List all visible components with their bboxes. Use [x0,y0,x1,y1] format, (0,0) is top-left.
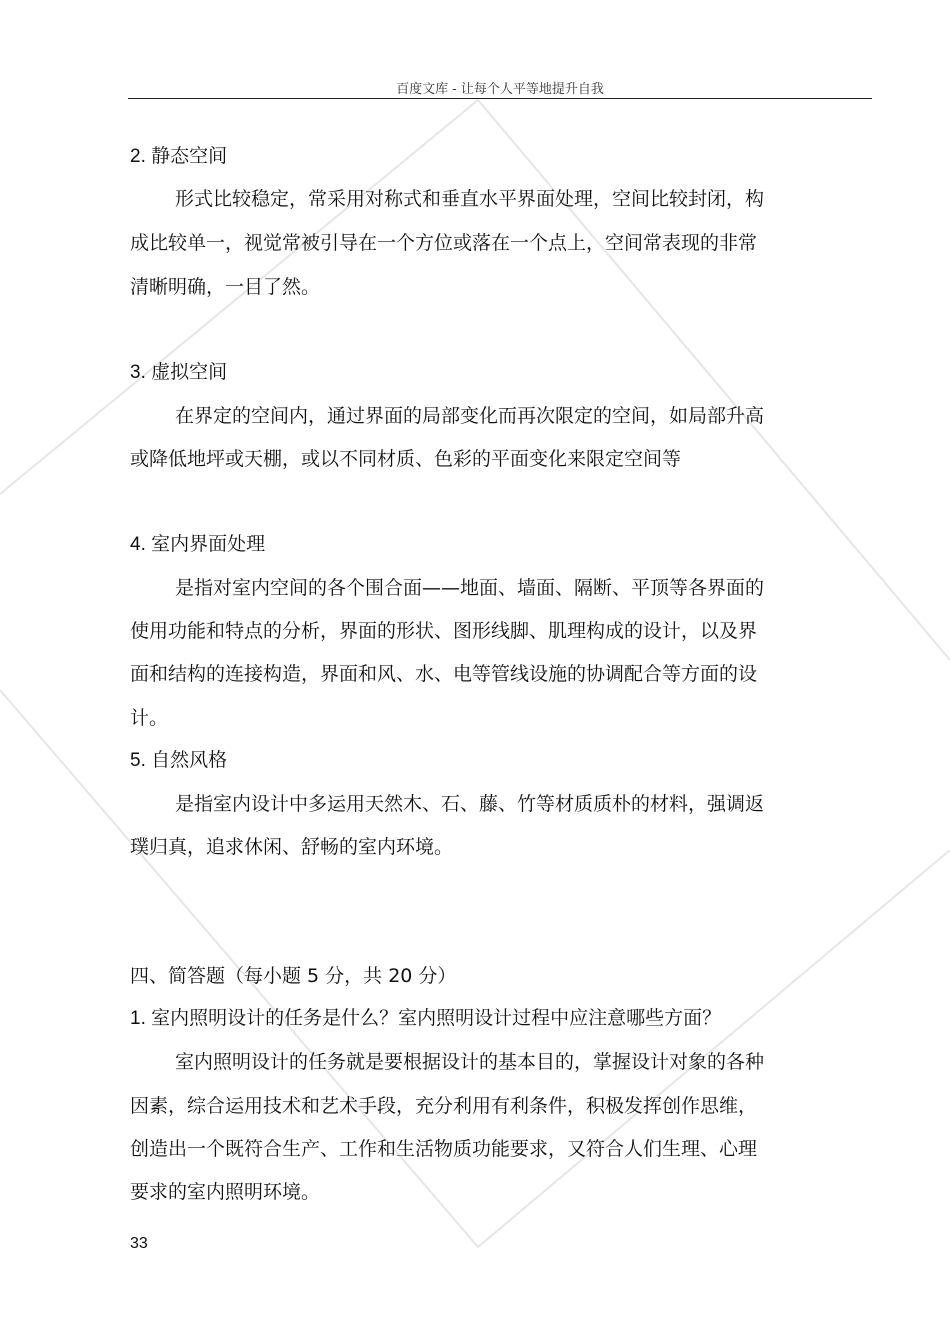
paragraph-line: 清晰明确，一目了然。 [130,276,321,298]
paragraph-line: 面和结构的连接构造，界面和风、水、电等管线设施的协调配合等方面的设 [130,663,758,685]
paragraph-line: 因素，综合运用技术和艺术手段，充分利用有利条件，积极发挥创作思维， [130,1095,758,1117]
section-heading-interface-treatment: 4. 室内界面处理 [130,534,266,555]
paragraph-line: 创造出一个既符合生产、工作和生活物质功能要求，又符合人们生理、心理 [130,1138,758,1160]
section-heading-static-space: 2. 静态空间 [130,146,228,167]
paragraph-line: 使用功能和特点的分析，界面的形状、图形线脚、肌理构成的设计，以及界 [130,620,758,642]
section-heading-virtual-space: 3. 虚拟空间 [130,362,228,383]
paragraph-line: 计。 [130,707,169,729]
header-divider [128,98,872,99]
paragraph-line: 或降低地坪或天棚，或以不同材质、色彩的平面变化来限定空间等 [130,448,682,470]
page-header: 百度文库 - 让每个人平等地提升自我 [396,82,604,97]
paragraph-line: 要求的室内照明环境。 [130,1181,321,1203]
paragraph-line: 在界定的空间内，通过界面的局部变化而再次限定的空间，如局部升高 [175,405,765,427]
paragraph-line: 是指对室内空间的各个围合面——地面、墙面、隔断、平顶等各界面的 [175,577,765,599]
page-number: 33 [130,1235,148,1252]
paragraph-line: 形式比较稳定，常采用对称式和垂直水平界面处理，空间比较封闭，构 [175,188,765,210]
section-heading-natural-style: 5. 自然风格 [130,750,228,771]
section-title-short-answer: 四、简答题（每小题 5 分，共 20 分） [130,965,457,987]
paragraph-line: 璞归真，追求休闲、舒畅的室内环境。 [130,836,454,858]
paragraph-line: 成比较单一，视觉常被引导在一个方位或落在一个点上，空间常表现的非常 [130,232,758,254]
paragraph-line: 是指室内设计中多运用天然木、石、藤、竹等材质质朴的材料，强调返 [175,793,765,815]
paragraph-line: 室内照明设计的任务就是要根据设计的基本目的，掌握设计对象的各种 [175,1051,765,1073]
question-heading: 1. 室内照明设计的任务是什么？室内照明设计过程中应注意哪些方面？ [130,1008,722,1029]
